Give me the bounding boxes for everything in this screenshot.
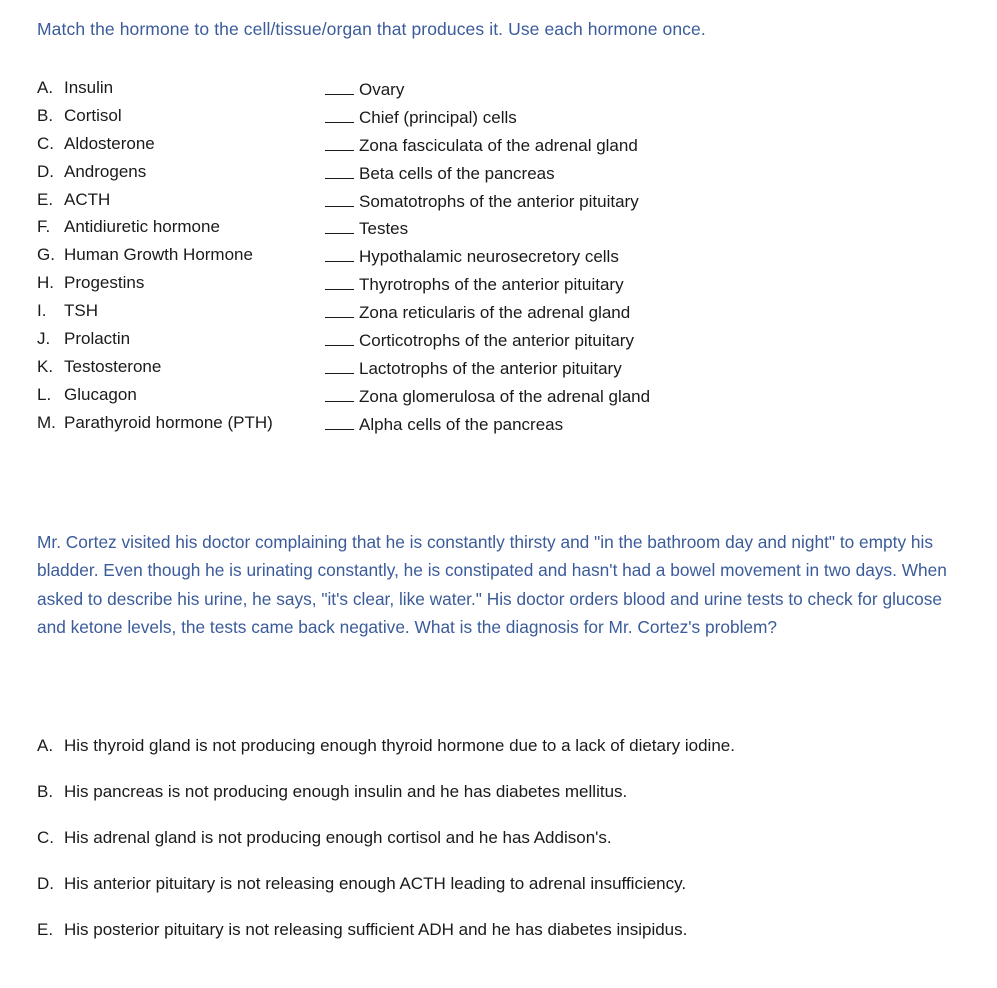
hormone-letter: L. <box>37 384 52 404</box>
hormone-item <box>37 326 273 354</box>
hormone-letter: F. <box>37 217 51 237</box>
site-name: Thyrotrophs of the anterior pituitary <box>359 275 624 295</box>
site-item <box>325 103 650 131</box>
answer-blank[interactable] <box>325 214 354 234</box>
option-text: His posterior pituitary is not releasing sufficient ADH and he has diabetes insipidus. <box>64 920 688 939</box>
answer-blank[interactable] <box>325 131 354 151</box>
option-letter: B. <box>37 782 54 801</box>
hormone-letter: E. <box>37 189 54 209</box>
hormone-letter: K. <box>37 356 54 376</box>
hormone-letter: M. <box>37 412 56 432</box>
matching-instruction: Match the hormone to the cell/tissue/organ that produces it. Use each hormone once. <box>37 19 706 39</box>
hormone-item <box>37 298 273 326</box>
hormone-name: Insulin <box>64 78 114 97</box>
hormone-name: Prolactin <box>64 329 131 349</box>
site-name: Chief (principal) cells <box>359 107 517 127</box>
hormone-item <box>37 242 273 270</box>
hormone-name: Testosterone <box>64 356 162 376</box>
hormone-name: Androgens <box>64 161 147 181</box>
hormone-item <box>37 382 273 410</box>
production-site-list <box>325 75 650 438</box>
site-item <box>325 75 650 103</box>
hormone-item <box>37 159 273 187</box>
option-letter: C. <box>37 828 54 847</box>
site-name: Zona glomerulosa of the adrenal gland <box>359 386 651 406</box>
case-scenario: Mr. Cortez visited his doctor complaining that he is constantly thirsty and "in the bathroom day and night" to empty his bladder. Even though he is urinating constantly, he is constipated and hasn't had a bowel movement in two days. When asked to describe his urine, he says, "it's clear, like water." His doctor orders blood and urine tests to check for glucose and ketone levels, the tests came back negative. What is the diagnosis for Mr. Cortez's problem? <box>37 532 947 637</box>
hormone-letter: B. <box>37 105 54 125</box>
hormone-letter: J. <box>37 329 51 349</box>
hormone-list <box>37 75 273 438</box>
site-item <box>325 159 650 187</box>
answer-option-e[interactable] <box>37 917 735 963</box>
site-name: Zona fasciculata of the adrenal gland <box>359 135 638 155</box>
answer-blank[interactable] <box>325 326 354 346</box>
answer-option-a[interactable] <box>37 733 735 779</box>
site-name: Alpha cells of the pancreas <box>359 414 564 434</box>
hormone-name: Human Growth Hormone <box>64 245 253 265</box>
site-item <box>325 298 650 326</box>
answer-blank[interactable] <box>325 298 354 318</box>
site-name: Zona reticularis of the adrenal gland <box>359 303 631 323</box>
option-text: His pancreas is not producing enough insulin and he has diabetes mellitus. <box>64 782 628 801</box>
answer-blank[interactable] <box>325 103 354 123</box>
site-name: Lactotrophs of the anterior pituitary <box>359 358 622 378</box>
hormone-name: Progestins <box>64 273 145 293</box>
site-name: Testes <box>359 219 409 239</box>
option-letter: E. <box>37 920 54 939</box>
site-item <box>325 187 650 215</box>
site-item <box>325 270 650 298</box>
site-name: Hypothalamic neurosecretory cells <box>359 247 619 267</box>
site-name: Somatotrophs of the anterior pituitary <box>359 191 639 211</box>
hormone-item <box>37 214 273 242</box>
hormone-item <box>37 187 273 215</box>
option-letter: D. <box>37 874 54 893</box>
site-item <box>325 131 650 159</box>
hormone-item <box>37 354 273 382</box>
hormone-name: Antidiuretic hormone <box>64 217 220 237</box>
answer-options <box>37 733 735 963</box>
hormone-name: Glucagon <box>64 384 137 404</box>
hormone-name: Aldosterone <box>64 133 155 153</box>
hormone-item <box>37 131 273 159</box>
answer-blank[interactable] <box>325 354 354 374</box>
hormone-item <box>37 75 273 103</box>
hormone-letter: H. <box>37 273 54 293</box>
site-item <box>325 326 650 354</box>
site-item <box>325 242 650 270</box>
hormone-item <box>37 103 273 131</box>
hormone-name: Parathyroid hormone (PTH) <box>64 412 273 432</box>
answer-blank[interactable] <box>325 382 354 402</box>
answer-blank[interactable] <box>325 159 354 179</box>
hormone-letter: C. <box>37 133 54 153</box>
answer-blank[interactable] <box>325 75 354 95</box>
hormone-item <box>37 270 273 298</box>
option-letter: A. <box>37 736 54 755</box>
hormone-letter: D. <box>37 161 54 181</box>
hormone-letter: A. <box>37 78 54 97</box>
hormone-name: Cortisol <box>64 105 122 125</box>
hormone-letter: G. <box>37 245 55 265</box>
site-name: Corticotrophs of the anterior pituitary <box>359 331 634 351</box>
answer-blank[interactable] <box>325 270 354 290</box>
option-text: His adrenal gland is not producing enough cortisol and he has Addison's. <box>64 828 612 847</box>
answer-option-b[interactable] <box>37 779 735 825</box>
hormone-letter: I. <box>37 301 47 321</box>
option-text: His thyroid gland is not producing enough thyroid hormone due to a lack of dietary iodine. <box>64 736 735 755</box>
site-item <box>325 354 650 382</box>
site-item <box>325 214 650 242</box>
answer-option-d[interactable] <box>37 871 735 917</box>
answer-blank[interactable] <box>325 187 354 207</box>
hormone-item <box>37 410 273 438</box>
answer-blank[interactable] <box>325 410 354 430</box>
site-item <box>325 382 650 410</box>
option-text: His anterior pituitary is not releasing enough ACTH leading to adrenal insufficiency. <box>64 874 687 893</box>
answer-option-c[interactable] <box>37 825 735 871</box>
hormone-name: ACTH <box>64 189 111 209</box>
hormone-name: TSH <box>64 301 98 321</box>
site-name: Ovary <box>359 80 405 99</box>
site-name: Beta cells of the pancreas <box>359 163 555 183</box>
site-item <box>325 410 650 438</box>
answer-blank[interactable] <box>325 242 354 262</box>
